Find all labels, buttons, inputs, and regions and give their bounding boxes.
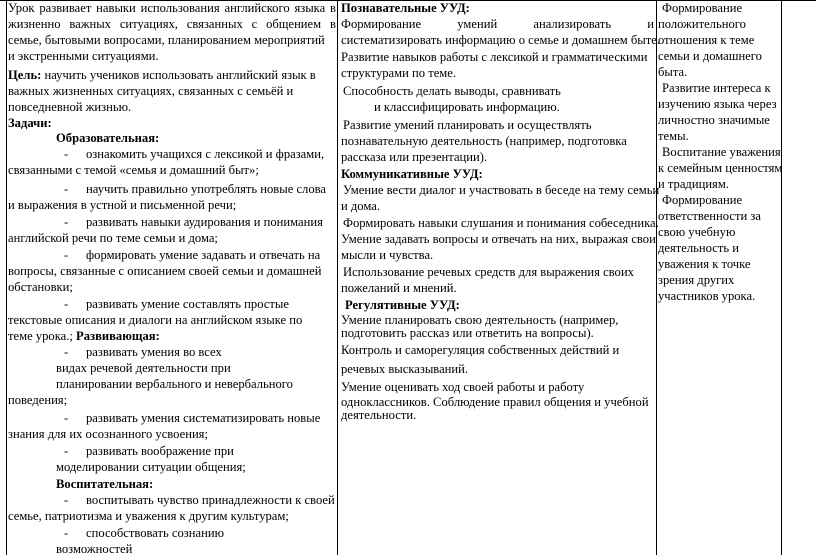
bullet-dash: -: [64, 345, 69, 359]
column-divider-2: [656, 0, 657, 555]
personal-line: Формирование: [662, 1, 743, 15]
upbringing-heading: Воспитательная:: [56, 477, 154, 491]
task-item: возможностей: [56, 542, 133, 556]
cognitive-line: Формирование умений анализировать и: [341, 17, 654, 31]
task-item: связанными с темой «семья и домашний быт»;: [8, 163, 259, 177]
cognitive-line: рассказа или презентации).: [341, 150, 488, 164]
communicative-line: Умение вести диалог и участвовать в беседе на тему семьи: [343, 183, 660, 197]
personal-line: положительного: [658, 17, 746, 31]
personal-line: темы.: [658, 129, 689, 143]
cognitive-line: Развитие умений планировать и осуществлять: [343, 118, 592, 132]
bullet-dash: -: [64, 526, 69, 540]
regulatory-line: одноклассников. Соблюдение правил общения и учебной: [341, 395, 649, 409]
task-item: обстановки;: [8, 280, 73, 294]
cognitive-heading: Познавательные УУД:: [341, 1, 470, 15]
cognitive-line: Развитие навыков работы с лексикой и грамматическими: [341, 50, 648, 64]
communicative-line: и дома.: [341, 199, 380, 213]
intro-line: и экстренными ситуациями.: [8, 49, 159, 63]
goal-label: Цель:: [8, 68, 42, 82]
regulatory-line: Умение оценивать ход своей работы и работу: [341, 380, 585, 394]
task-item: научить правильно употреблять новые слова: [86, 182, 326, 196]
personal-line: семьи и домашнего: [658, 49, 762, 63]
regulatory-line: речевых высказываний.: [341, 362, 469, 376]
task-item: планировании вербального и невербального: [56, 377, 293, 391]
cognitive-line: структурами по теме.: [341, 66, 456, 80]
task-item: видах речевой деятельности при: [56, 361, 231, 375]
task-item: моделировании ситуации общения;: [56, 460, 246, 474]
bullet-dash: -: [64, 493, 69, 507]
regulatory-line: деятельности.: [341, 408, 417, 422]
personal-line: отношения к теме: [658, 33, 755, 47]
task-item: формировать умение задавать и отвечать на: [86, 248, 321, 262]
communicative-line: Умение задавать вопросы и отвечать на них, выражая свои: [341, 232, 656, 246]
cognitive-line: Способность делать выводы, сравнивать: [343, 84, 561, 98]
goal-line: повседневной жизнью.: [8, 100, 132, 114]
bullet-dash: -: [64, 182, 69, 196]
table-right-border: [781, 0, 782, 555]
personal-line: изучению языка через: [658, 97, 777, 111]
communicative-heading: Коммуникативные УУД:: [341, 167, 483, 181]
communicative-line: Использование речевых средств для выражения своих: [343, 265, 634, 279]
task-item: развивать навыки аудирования и понимания: [86, 215, 323, 229]
personal-line: ответственности за: [658, 209, 761, 223]
tasks-heading: Задачи:: [8, 116, 52, 130]
bullet-dash: -: [64, 248, 69, 262]
regulatory-line: Контроль и саморегуляция собственных действий и: [341, 343, 620, 357]
cognitive-line: систематизировать информацию о семье и домашнем быте.: [341, 33, 661, 47]
developing-heading: Развивающая:: [76, 329, 160, 343]
task-item: текстовые описания и диалоги на английском языке по: [8, 313, 303, 327]
task-item: развивать умения во всех: [86, 345, 222, 359]
communicative-line: пожеланий и мнений.: [341, 281, 457, 295]
bullet-dash: -: [64, 147, 69, 161]
bullet-dash: -: [64, 297, 69, 311]
task-item: семье, патриотизма и уважения к другим культурам;: [8, 509, 289, 523]
bullet-dash: -: [64, 215, 69, 229]
task-item: знания для их осознанного усвоения;: [8, 427, 208, 441]
task-item: развивать умение составлять простые: [86, 297, 289, 311]
personal-line: Формирование: [662, 193, 743, 207]
communicative-line: мысли и чувства.: [341, 248, 434, 262]
task-item: английской речи по теме семьи и дома;: [8, 231, 218, 245]
personal-line: быта.: [658, 65, 688, 79]
table-left-border: [6, 0, 7, 555]
cognitive-line: познавательную деятельность (например, подготовка: [341, 134, 627, 148]
task-item: и выражения в устной и письменной речи;: [8, 198, 237, 212]
goal-line: важных жизненных ситуациях, связанных с семьёй и: [8, 84, 294, 98]
personal-line: свою учебную: [658, 225, 736, 239]
personal-line: участников урока.: [658, 289, 756, 303]
intro-line: Урок развивает навыки использования английского языка в: [8, 1, 336, 15]
personal-line: личностно значимые: [658, 113, 770, 127]
task-item: поведения;: [8, 393, 68, 407]
personal-line: к семейным ценностям: [658, 161, 783, 175]
task-item: способствовать сознанию: [86, 526, 225, 540]
bullet-dash: -: [64, 444, 69, 458]
task-item: развивать воображение при: [86, 444, 234, 458]
task-item: ознакомить учащихся с лексикой и фразами,: [86, 147, 325, 161]
personal-line: зрения других: [658, 273, 735, 287]
regulatory-line: подготовить рассказ или ответить на вопросы).: [341, 326, 594, 340]
personal-line: уважения к точке: [658, 257, 751, 271]
personal-line: деятельность и: [658, 241, 739, 255]
task-item: вопросы, связанные с описанием своей семьи и домашней: [8, 264, 322, 278]
personal-line: Воспитание уважения: [662, 145, 781, 159]
intro-line: жизненно важных ситуациях, связанных с общением в: [8, 17, 336, 31]
regulatory-heading: Регулятивные УУД:: [345, 298, 460, 312]
column-divider-1: [337, 0, 338, 555]
task-item: воспитывать чувство принадлежности к своей: [86, 493, 335, 507]
task-item: развивать умения систематизировать новые: [86, 411, 321, 425]
bullet-dash: -: [64, 411, 69, 425]
educational-heading: Образовательная:: [56, 131, 160, 145]
regulatory-line: Умение планировать свою деятельность (например,: [341, 313, 619, 327]
task-item: теме урока.; Развивающая:: [8, 329, 160, 343]
cognitive-line: и классифицировать информацию.: [374, 100, 560, 114]
communicative-line: Формировать навыки слушания и понимания собеседника.: [343, 216, 659, 230]
personal-line: Развитие интереса к: [662, 81, 771, 95]
personal-line: и традициям.: [658, 177, 729, 191]
intro-line: семье, бытовыми вопросами, планированием мероприятий: [8, 33, 325, 47]
goal-line: Цель: научить учеников использовать английский язык в: [8, 68, 316, 82]
